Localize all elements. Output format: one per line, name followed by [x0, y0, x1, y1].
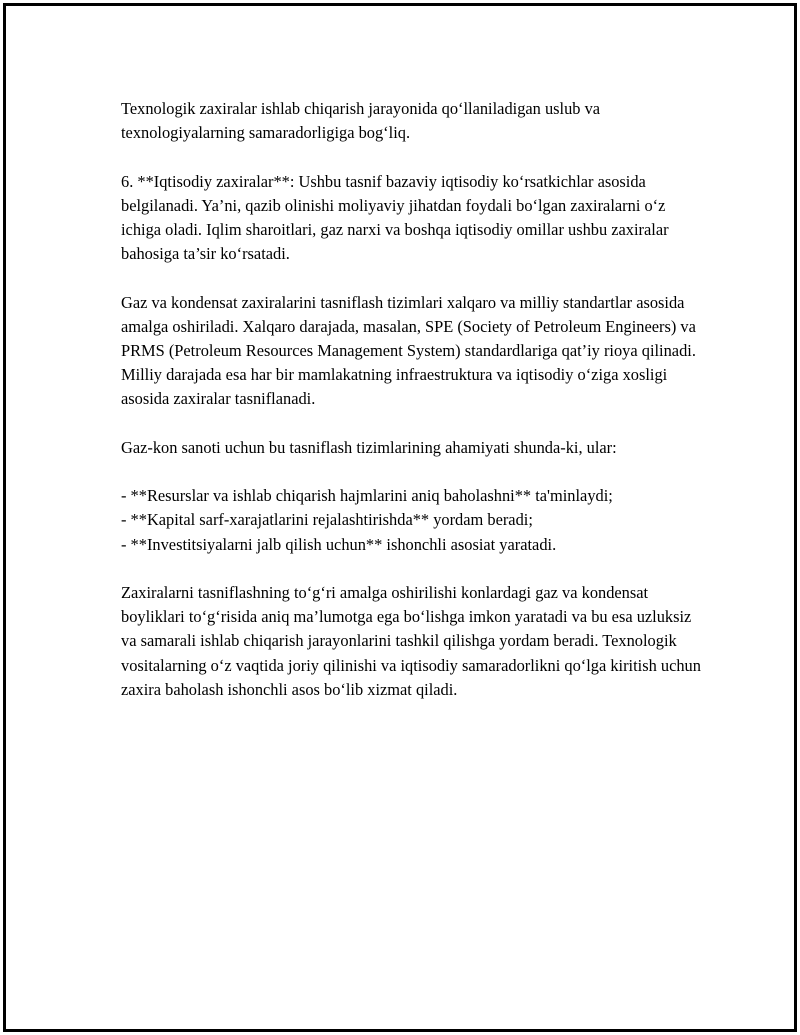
list-item: - **Investitsiyalarni jalb qilish uchun** ishonchli asosiat yaratadi.	[121, 534, 557, 554]
paragraph-conclusion: Zaxiralarni tasniflashning to‘g‘ri amalga oshirilishi konlardagi gaz va kondensat boyliklari to‘g‘risida aniq ma’lumotga ega bo‘lishga imkon yaratadi va bu esa uzluksiz va samarali ishlab chiqarish jarayonlarini tashkil qilishga yordam beradi. Texnologik vositalarning o‘z vaqtida joriy qilinishi va iqtisodiy samaradorlikni qo‘lga kiritish uchun zaxira baholash ishonchli asos bo‘lib xizmat qiladi.	[121, 582, 701, 699]
list-item: - **Resurslar va ishlab chiqarish hajmlarini aniq baholashni** ta'minlaydi;	[121, 486, 613, 506]
importance-list	[121, 484, 701, 557]
paragraph-classification-standards: Gaz va kondensat zaxiralarini tasniflash tizimlari xalqaro va milliy standartlar asosida amalga oshiriladi. Xalqaro darajada, masalan, SPE (Society of Petroleum Engineers) va PRMS (Petroleum Resources Management System) standardlariga qat’iy rioya qilinadi. Milliy darajada esa har bir mamlakatning infraestruktura va iqtisodiy o‘ziga xosligi asosida zaxiralar tasniflanadi.	[121, 292, 696, 409]
paragraph-technological-reserves: Texnologik zaxiralar ishlab chiqarish jarayonida qo‘llaniladigan uslub va texnologiyalarning samaradorligiga bog‘liq.	[121, 99, 601, 143]
paragraph-economic-reserves: 6. **Iqtisodiy zaxiralar**: Ushbu tasnif bazaviy iqtisodiy ko‘rsatkichlar asosida belgilanadi. Ya’ni, qazib olinishi moliyaviy jihatdan foydali bo‘lgan zaxiralarni o‘z ichiga oladi. Iqlim sharoitlari, gaz narxi va boshqa iqtisodiy omillar ushbu zaxiralar bahosiga ta’sir ko‘rsatadi.	[121, 171, 669, 264]
document-body	[121, 97, 701, 726]
page-frame	[3, 3, 797, 1032]
list-item: - **Kapital sarf-xarajatlarini rejalashtirishda** yordam beradi;	[121, 510, 533, 530]
paragraph-importance-intro: Gaz-kon sanoti uchun bu tasniflash tizimlarining ahamiyati shunda-ki, ular:	[121, 437, 617, 457]
